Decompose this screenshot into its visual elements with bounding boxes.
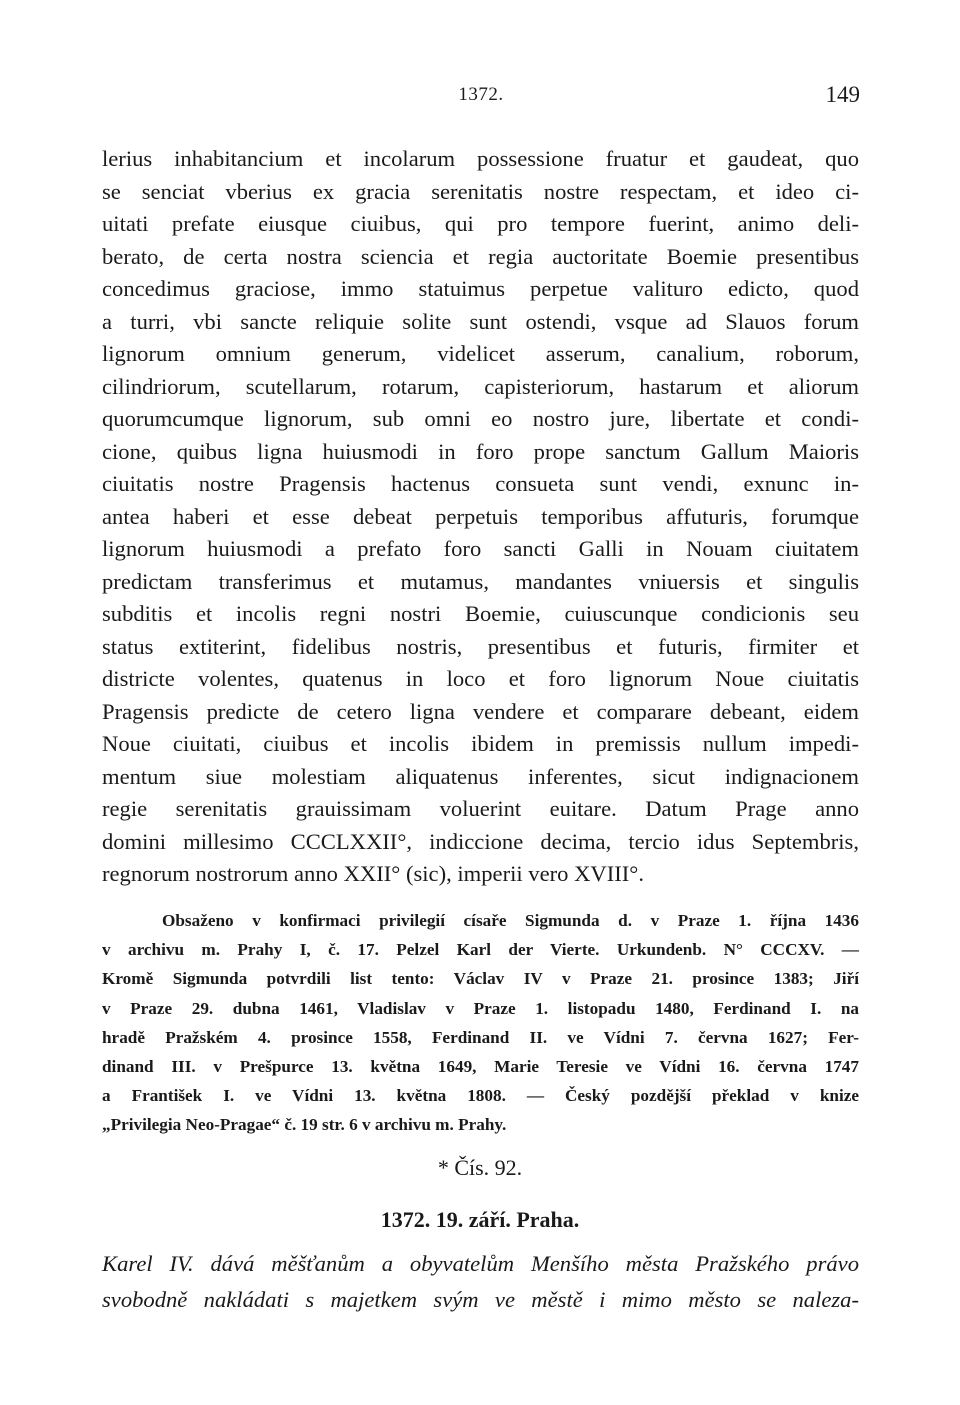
source-notes [102, 906, 859, 1140]
text-line: antea haberi et esse debeat perpetuis temporibus affuturis, forumque [102, 503, 859, 529]
note-line: Obsaženo v konfirmaci privilegií císaře Sigmunda d. v Praze 1. října 1436 [162, 911, 859, 930]
summary-line: Karel IV. dává měšťanům a obyvatelům Menšího města Pražského právo [102, 1251, 859, 1276]
text-line: domini millesimo CCCLXXII°, indiccione decima, tercio idus Septembris, [102, 828, 859, 854]
text-line: regie serenitatis grauissimam voluerint euitare. Datum Prage anno [102, 796, 859, 821]
text-line: uitati prefate eiusque ciuibus, qui pro tempore fuerint, animo deli- [102, 211, 859, 236]
note-line: a František I. ve Vídni 13. května 1808. — Český pozdější překlad v knize [102, 1086, 859, 1106]
text-line: se senciat vberius ex gracia serenitatis nostre respectam, et ideo ci- [102, 178, 859, 204]
text-line: a turri, vbi sancte reliquie solite sunt ostendi, vsque ad Slauos forum [102, 308, 859, 334]
text-line: lerius inhabitancium et incolarum possessione fruatur et gaudeat, quo [102, 146, 859, 171]
document-number: * Čís. 92. [437, 1155, 523, 1180]
text-line: cilindriorum, scutellarum, rotarum, capisteriorum, hastarum et aliorum [102, 373, 859, 399]
note-line: Kromě Sigmunda potvrdili list tento: Václav IV v Praze 21. prosince 1383; Jiří [102, 969, 859, 989]
text-line: lignorum omnium generum, videlicet asserum, canalium, roborum, [102, 341, 859, 366]
text-line: Pragensis predicte de cetero ligna vendere et comparare debeant, eidem [102, 698, 859, 724]
text-line: concedimus graciose, immo statuimus perpetue valituro edicto, quod [102, 276, 859, 301]
note-line: hradě Pražském 4. prosince 1558, Ferdinand II. ve Vídni 7. června 1627; Fer- [102, 1027, 859, 1047]
text-line: regnorum nostrorum anno XXII° (sic), imperii vero XVIII°. [102, 861, 644, 886]
text-line: subditis et incolis regni nostri Boemie, cuiuscunque condicionis seu [102, 601, 859, 626]
text-line: mentum siue molestiam aliquatenus inferentes, sicut indignacionem [102, 763, 859, 789]
text-line: status extiterint, fidelibus nostris, presentibus et futuris, firmiter et [102, 633, 859, 659]
summary-line: svobodně nakládati s majetkem svým ve městě i mimo město se naleza- [102, 1287, 859, 1312]
text-line: ciuitatis nostre Pragensis hactenus consueta sunt vendi, exnunc in- [102, 471, 859, 496]
text-line: Noue ciuitati, ciuibus et incolis ibidem in premissis nullum impedi- [102, 731, 859, 756]
text-line: quorumcumque lignorum, sub omni eo nostro jure, libertate et condi- [102, 406, 859, 431]
text-line: berato, de certa nostra sciencia et regia auctoritate Boemie presentibus [102, 243, 859, 269]
text-line: cione, quibus ligna huiusmodi in foro prope sanctum Gallum Maioris [102, 438, 859, 464]
text-line: predictam transferimus et mutamus, mandantes vniuersis et singulis [102, 568, 859, 594]
charter-text [102, 143, 859, 891]
note-line: v Praze 29. dubna 1461, Vladislav v Praze 1. listopadu 1480, Ferdinand I. na [102, 998, 859, 1018]
note-line: v archivu m. Prahy I, č. 17. Pelzel Karl der Vierte. Urkundenb. N° CCCXV. — [102, 940, 859, 960]
text-line: districte volentes, quatenus in loco et foro lignorum Noue ciuitatis [102, 666, 859, 691]
document-date-place: 1372. 19. září. Praha. [380, 1207, 580, 1232]
running-year: 1372. [458, 84, 504, 105]
running-head [102, 84, 860, 114]
note-line: dinand III. v Prešpurce 13. května 1649, Marie Teresie ve Vídni 16. června 1747 [102, 1056, 859, 1076]
note-line: „Privilegia Neo-Pragae“ č. 19 str. 6 v archivu m. Prahy. [102, 1115, 507, 1135]
text-line: lignorum huiusmodi a prefato foro sancti Galli in Nouam ciuitatem [102, 536, 859, 561]
page-number: 149 [825, 82, 860, 107]
document-summary [102, 1246, 859, 1318]
